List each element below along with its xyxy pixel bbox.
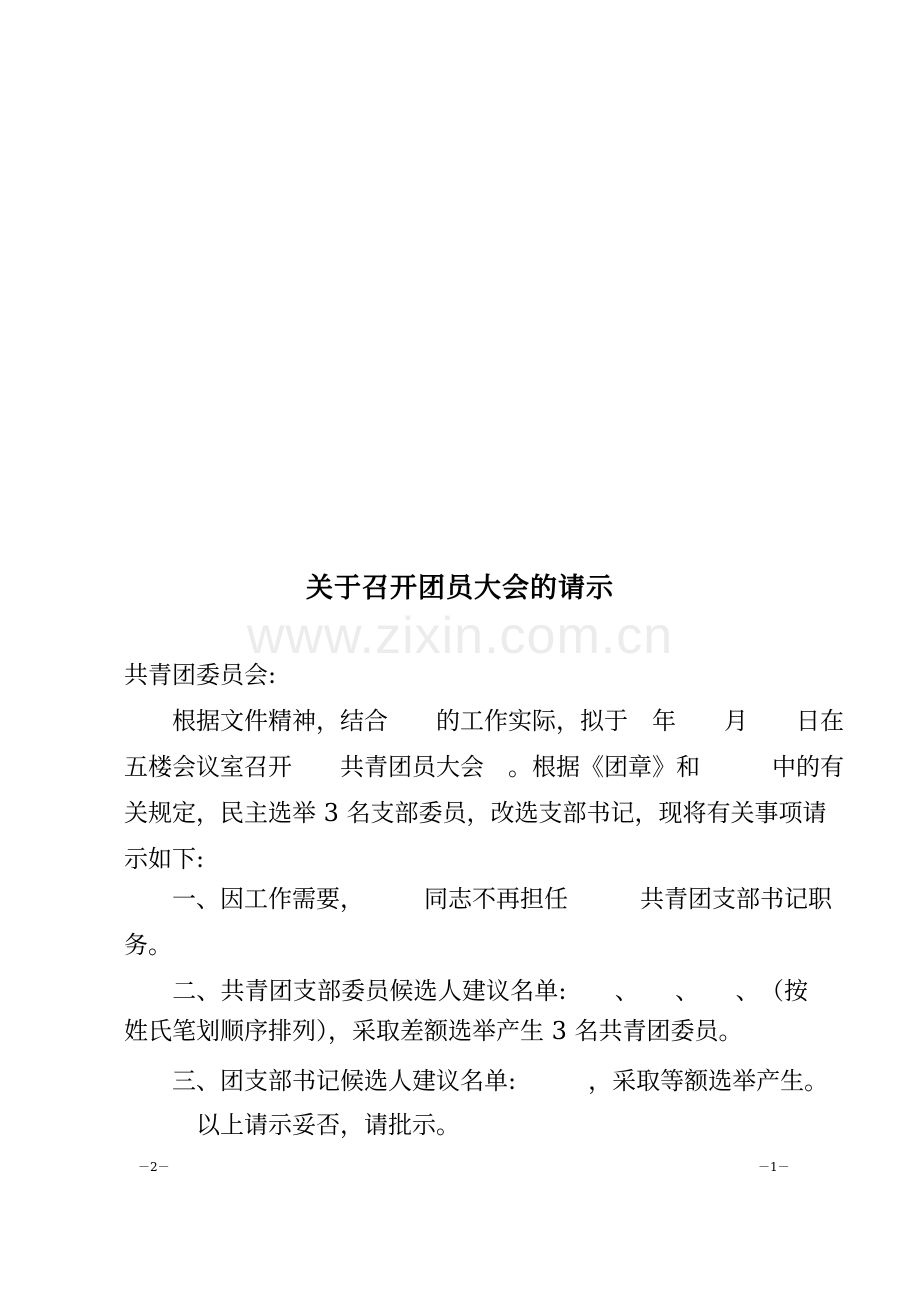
paragraph-3-line-2: 姓氏笔划顺序排列），采取差额选举产生 3 名共青团委员。 [124,1017,743,1045]
page-number-left: －2－ [138,1160,170,1174]
paragraph-1-line-3: 关规定，民主选举 3 名支部委员，改选支部书记，现将有关事项请 [124,799,827,827]
paragraph-2-line-2: 务。 [124,931,172,959]
paragraph-2-line-1: 一、因工作需要， 同志不再担任 共青团支部书记职 [124,885,832,913]
paragraph-1-line-1: 根据文件精神，结合 的工作实际，拟于 年 月 日在 [124,707,844,735]
paragraph-1-line-2: 五楼会议室召开 共青团员大会 。根据《团章》和 中的有 [124,753,844,781]
salutation: 共青团委员会: [124,661,277,689]
page-number-right: －1－ [758,1160,790,1174]
watermark: www.zixin.com.cn [246,607,674,665]
paragraph-4-line-1: 三、团支部书记候选人建议名单: ，采取等额选举产生。 [124,1067,829,1095]
paragraph-3-line-1: 二、共青团支部委员候选人建议名单: 、 、 、 （按 [124,977,808,1005]
closing-line: 以上请示妥否，请批示。 [124,1111,460,1139]
document-title: 关于召开团员大会的请示 [306,573,614,604]
paragraph-1-line-4: 示如下: [124,845,205,873]
